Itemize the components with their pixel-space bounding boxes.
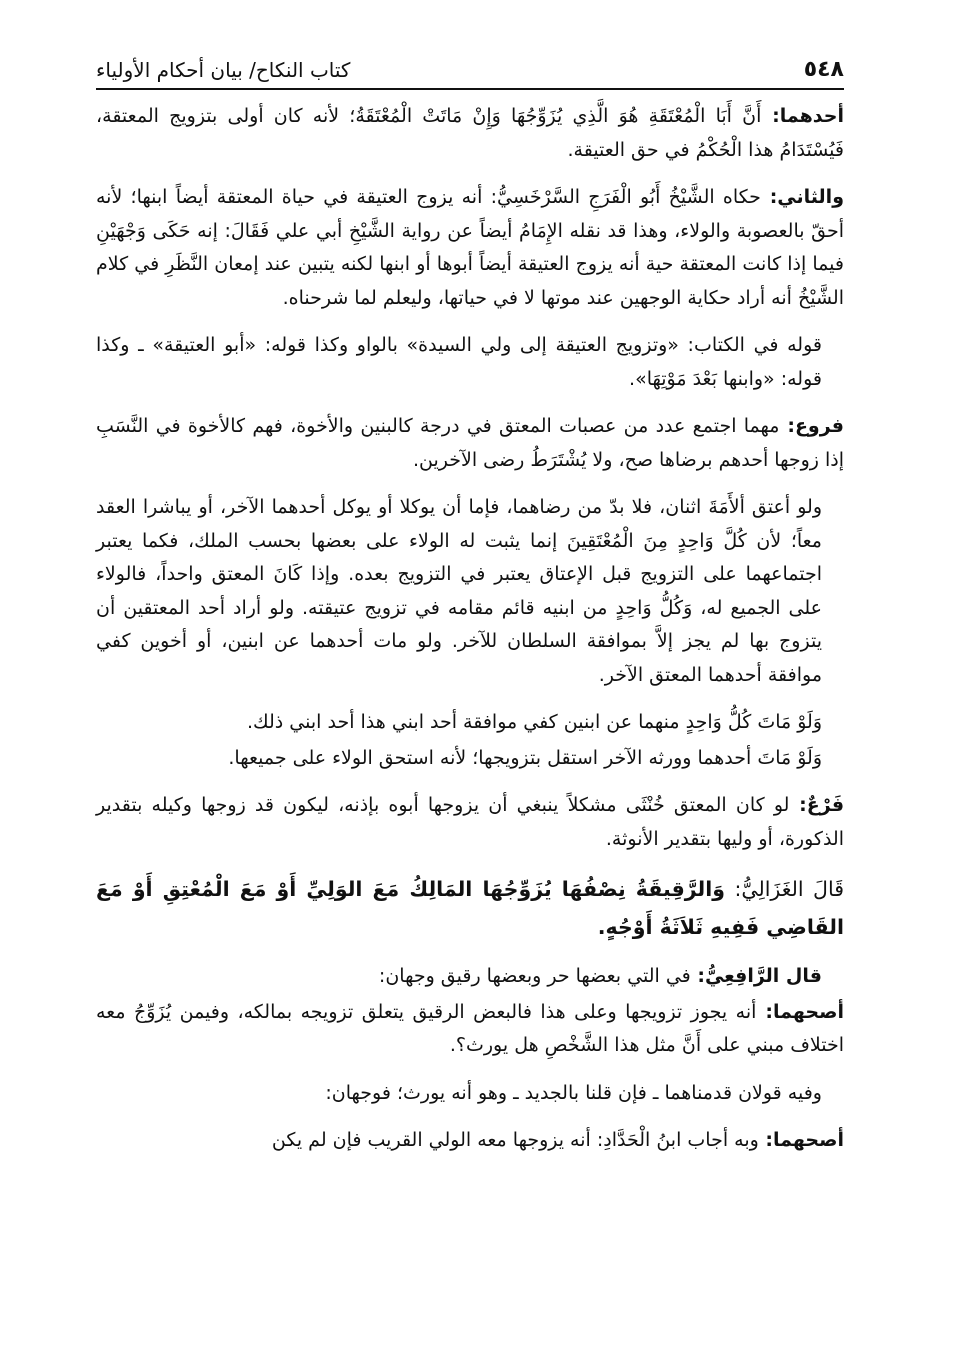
paragraph [96, 410, 844, 477]
paragraph-text: وبه أجاب ابنُ الْحَدَّادِ: أنه يزوجها معه الولي القريب فإن لم يكن [271, 1129, 759, 1151]
paragraph-text: في التي بعضها حر وبعضها رقيق وجهان: [378, 965, 691, 987]
paragraph [96, 1077, 844, 1111]
paragraph-lead: أصحهما: [758, 1129, 844, 1151]
paragraph-lead: قال الرَّافِعِيُّ: [690, 965, 822, 987]
paragraph [96, 329, 844, 396]
paragraph [96, 742, 844, 776]
paragraph-lead: فروع: [779, 415, 844, 437]
paragraph [96, 996, 844, 1063]
paragraph-text: أَنَّ أَبَا الْمُعْتَقَةِ هُوَ الَّذِي يُزَوِّجُهَا وَإِنْ مَاتَتْ الْمُعْتَقَةُ؛ لأنه كان أولى بتزويج المعتقة، فَيُسْتَدَامُ هذا الْحُكْمُ في حق العتيقة. [96, 105, 844, 161]
page-content [96, 90, 844, 1158]
paragraph-lead: أحدهما: [761, 105, 844, 127]
matn-quote [96, 870, 844, 946]
paragraph [96, 100, 844, 167]
paragraph-text: ولو أعتق ألأَمَةَ اثنان، فلا بدّ من رضاهما، فإما أن يوكلا أو يوكل أحدهما الآخر، أو يباشرا العقد معاً؛ لأن كُلَّ وَاحِدٍ مِنَ الْمُعْتَقِينَ إنما يثبت له الولاء على بعضها بحسب الملك، فكما يعتبر اجتماعهما على التزويج قبل الإعتاق يعتبر في التزويج بعده. وإذا كَانَ المعتق واحداً، فالولاء على الجميع له، وَكُلُّ وَاحِدٍ من ابنيه قائم مقامه في تزويج عتيقته. ولو أراد أحد المعتقين أن يتزوج بها لم يجز إلاَّ بموافقة السلطان للآخر. ولو مات أحدهما عن ابنين، أو أخوين كفي موافقة أحدهما المعتق الآخر. [96, 496, 822, 686]
paragraph [96, 789, 844, 856]
paragraph-text: حكاه الشَّيْخُ أَبُو الْفَرَجِ السَّرْخَسِيُّ: أنه يزوج العتيقة في حياة المعتقة أيضاً ابنها؛ لأنه أحقّ بالعصوبة والولاء، وهذا قد نقله الإِمَامُ أيضاً عن رواية الشَّيْخِ أبي علي فَقَالَ: إنه حَكَى وَجْهَيْنِ فيما إذا كانت المعتقة حية أنه يزوج العتيقة أيضاً أبوها أو ابنها لكنه يتبين عند إمعان النَّظَرِ في كلام الشَّيْخُ أنه أراد حكاية الوجهين عند موتها لا في حياتها، وليعلم لما شرحناه. [96, 186, 844, 309]
paragraph-text: وفيه قولان قدمناهما ـ فإن قلنا بالجديد ـ وهو أنه يورث؛ فوجهان: [325, 1081, 822, 1104]
paragraph [96, 1124, 844, 1158]
paragraph-text: وَلَوْ مَاتَ كُلُّ وَاحِدٍ منهما عن ابنين كفي موافقة أحد ابني هذا أحد ابني ذلك. [246, 711, 822, 733]
paragraph [96, 706, 844, 740]
paragraph-text: أنه يجوز تزويجها وعلى هذا فالبعض الرقيق يتعلق تزويجه بمالكه، وفيمن يُزَوِّجُ معه اختلاف مبني على أَنَّ مثل هذا الشَّخْصِ هل يورث؟. [96, 1000, 844, 1056]
page-header [96, 38, 844, 90]
page-number: ٥٤٨ [803, 57, 844, 82]
paragraph-lead: والثاني: [760, 186, 845, 208]
paragraph [96, 491, 844, 692]
paragraph [96, 181, 844, 315]
paragraph-text: قوله في الكتاب: «وتزويج العتيقة إلى ولي السيدة» بالواو وكذا قوله: «أبو العتيقة» ـ وكذا قوله: «وابنها بَعْدَ مَوْتِهَا». [96, 334, 822, 390]
paragraph-lead: أصحهما: [756, 1000, 844, 1023]
paragraph-text: لو كان المعتق خُنْثَى مشكلاً ينبغي أن يزوجها أبوه بإذنه، ليكون قد زوجها وكيله بتقدير الذكورة، أو وليها بتقدير الأنوثة. [96, 794, 844, 850]
paragraph-text: وَلَوْ مَاتَ أحدهما وورثه الآخر استقل بتزويجها؛ لأنه استحق الولاء على جميعها. [228, 746, 822, 769]
quote-text: وَالرَّقِيقَةُ نِصْفُهَا يُزَوِّجُهَا المَالِكُ مَعَ الوَلِيِّ أَوْ مَعَ الْمُعْتِقِ أَوْ مَعَ القَاضِي فَفِيهِ ثَلاَثَةُ أَوْجُهٍ. [96, 877, 844, 939]
paragraph-text: مهما اجتمع عدد من عصبات المعتق في درجة كالبنين والأخوة، فهم كالأخوة في النَّسَبِ إذا زوجها أحدهم برضاها صح، ولا يُشْتَرَطُ رضى الآخرين. [96, 415, 844, 471]
quote-lead: قَالَ الغَزَالِيُّ: [724, 877, 844, 901]
paragraph-lead: فَرْعٌ: [789, 794, 845, 816]
running-title: كتاب النكاح/ بيان أحكام الأولياء [96, 58, 351, 82]
paragraph [96, 960, 844, 994]
